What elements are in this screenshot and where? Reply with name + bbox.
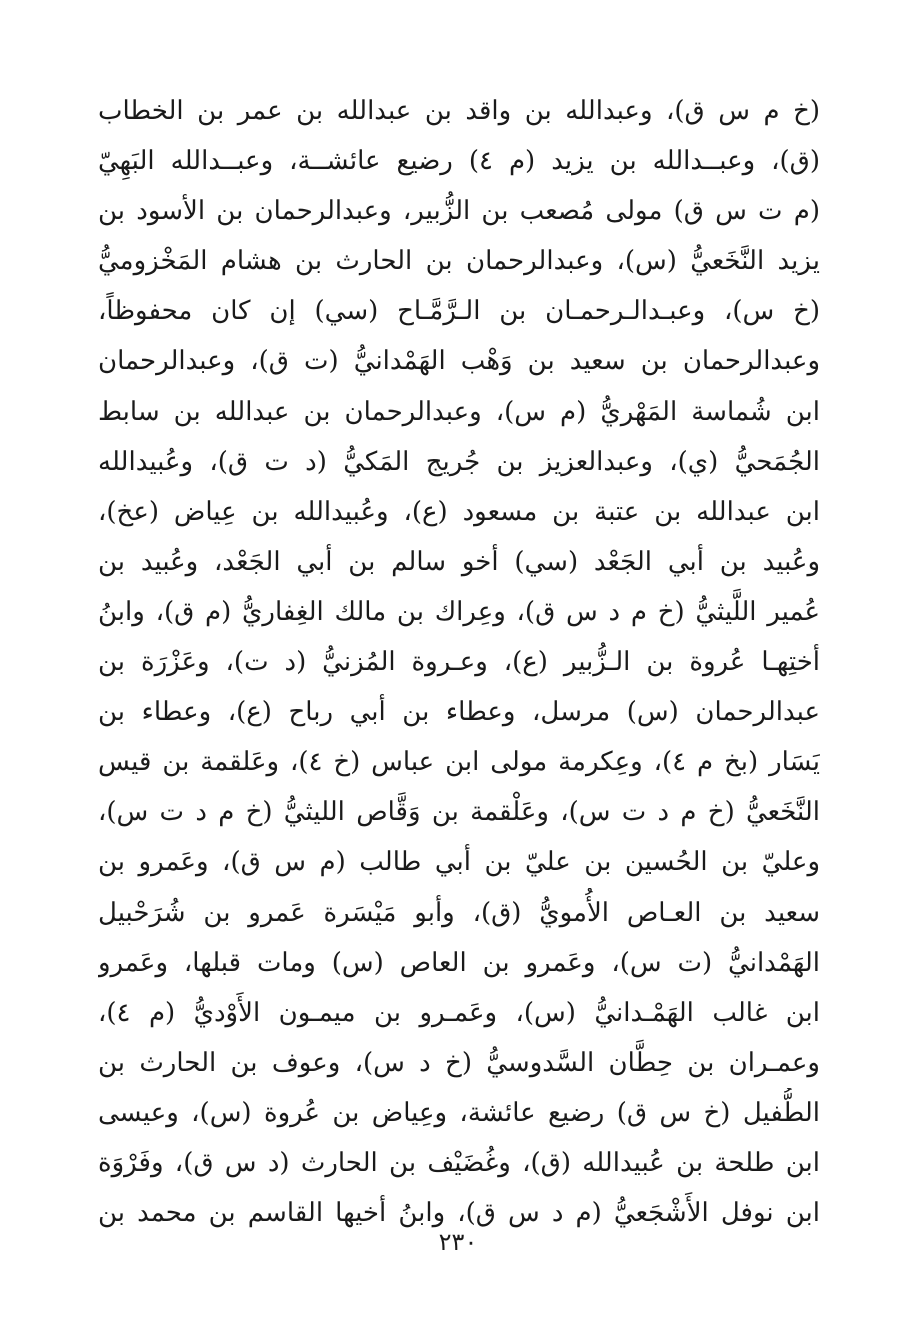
text-line: الهَمْدانيُّ (ت س)، وعَمرو بن العاص (س) ومات قبلها، وعَمرو <box>98 947 820 978</box>
text-line: يزيد النَّخَعيُّ (س)، وعبدالرحمان بن الحارث بن هشام المَخْزوميُّ <box>98 246 820 277</box>
text-line: (خ س)، وعبـدالـرحمـان بن الـرَّمَّـاح (سي) إن كان محفوظاً، <box>98 296 820 327</box>
text-line: ابن غالب الهَمْـدانيُّ (س)، وعَمـرو بن ميمـون الأَوْديُّ (م ٤)، <box>98 997 820 1028</box>
text-line: الجُمَحيُّ (ي)، وعبدالعزيز بن جُريج المَكيُّ (د ت ق)، وعُبيدالله <box>98 446 820 477</box>
text-line: وعليّ بن الحُسين بن عليّ بن أبي طالب (م س ق)، وعَمرو بن <box>98 847 820 878</box>
text-line: النَّخَعيُّ (خ م د ت س)، وعَلْقمة بن وَقَّاص الليثيُّ (خ م د ت س)، <box>98 797 820 828</box>
text-line: ابن عبدالله بن عتبة بن مسعود (ع)، وعُبيدالله بن عِياض (عخ)، <box>98 496 820 527</box>
text-line: ابن شُماسة المَهْريُّ (م س)، وعبدالرحمان بن عبدالله بن سابط <box>98 396 820 427</box>
text-line: وعبدالرحمان بن سعيد بن وَهْب الهَمْدانيُّ (ت ق)، وعبدالرحمان <box>98 346 820 377</box>
body-text <box>98 86 820 1238</box>
text-line: يَسَار (بخ م ٤)، وعِكرمة مولى ابن عباس (خ ٤)، وعَلقمة بن قيس <box>98 747 820 778</box>
text-line: أختِهـا عُروة بن الـزُّبير (ع)، وعـروة المُزنيُّ (د ت)، وعَزْرَة بن <box>98 647 820 678</box>
text-line: عُمير اللَّيثيُّ (خ م د س ق)، وعِراك بن مالك الغِفاريُّ (م ق)، وابنُ <box>98 596 820 627</box>
text-line: (م ت س ق) مولى مُصعب بن الزُّبير، وعبدالرحمان بن الأسود بن <box>98 196 820 227</box>
text-line: الطُّفيل (خ س ق) رضيع عائشة، وعِياض بن عُروة (س)، وعيسى <box>98 1097 820 1128</box>
text-line: سعيد بن العـاص الأُمويُّ (ق)، وأبو مَيْسَرة عَمرو بن شُرَحْبيل <box>98 897 820 928</box>
text-line: وعمـران بن حِطَّان السَّدوسيُّ (خ د س)، وعوف بن الحارث بن <box>98 1047 820 1078</box>
text-line: ابن نوفل الأَشْجَعيُّ (م د س ق)، وابنُ أخيها القاسم بن محمد بن <box>98 1198 820 1229</box>
page-number: ٢٣٠ <box>438 1228 478 1256</box>
text-line: عبدالرحمان (س) مرسل، وعطاء بن أبي رباح (ع)، وعطاء بن <box>98 697 820 728</box>
text-line: ابن طلحة بن عُبيدالله (ق)، وغُضَيْف بن الحارث (د س ق)، وفَرْوَة <box>98 1147 820 1178</box>
text-line: (خ م س ق)، وعبدالله بن واقد بن عبدالله بن عمر بن الخطاب <box>98 96 820 126</box>
text-line: وعُبيد بن أبي الجَعْد (سي) أخو سالم بن أبي الجَعْد، وعُبيد بن <box>98 546 820 577</box>
text-line: (ق)، وعبــدالله بن يزيد (م ٤) رضيع عائشــة، وعبــدالله البَهِيّ <box>98 146 820 177</box>
